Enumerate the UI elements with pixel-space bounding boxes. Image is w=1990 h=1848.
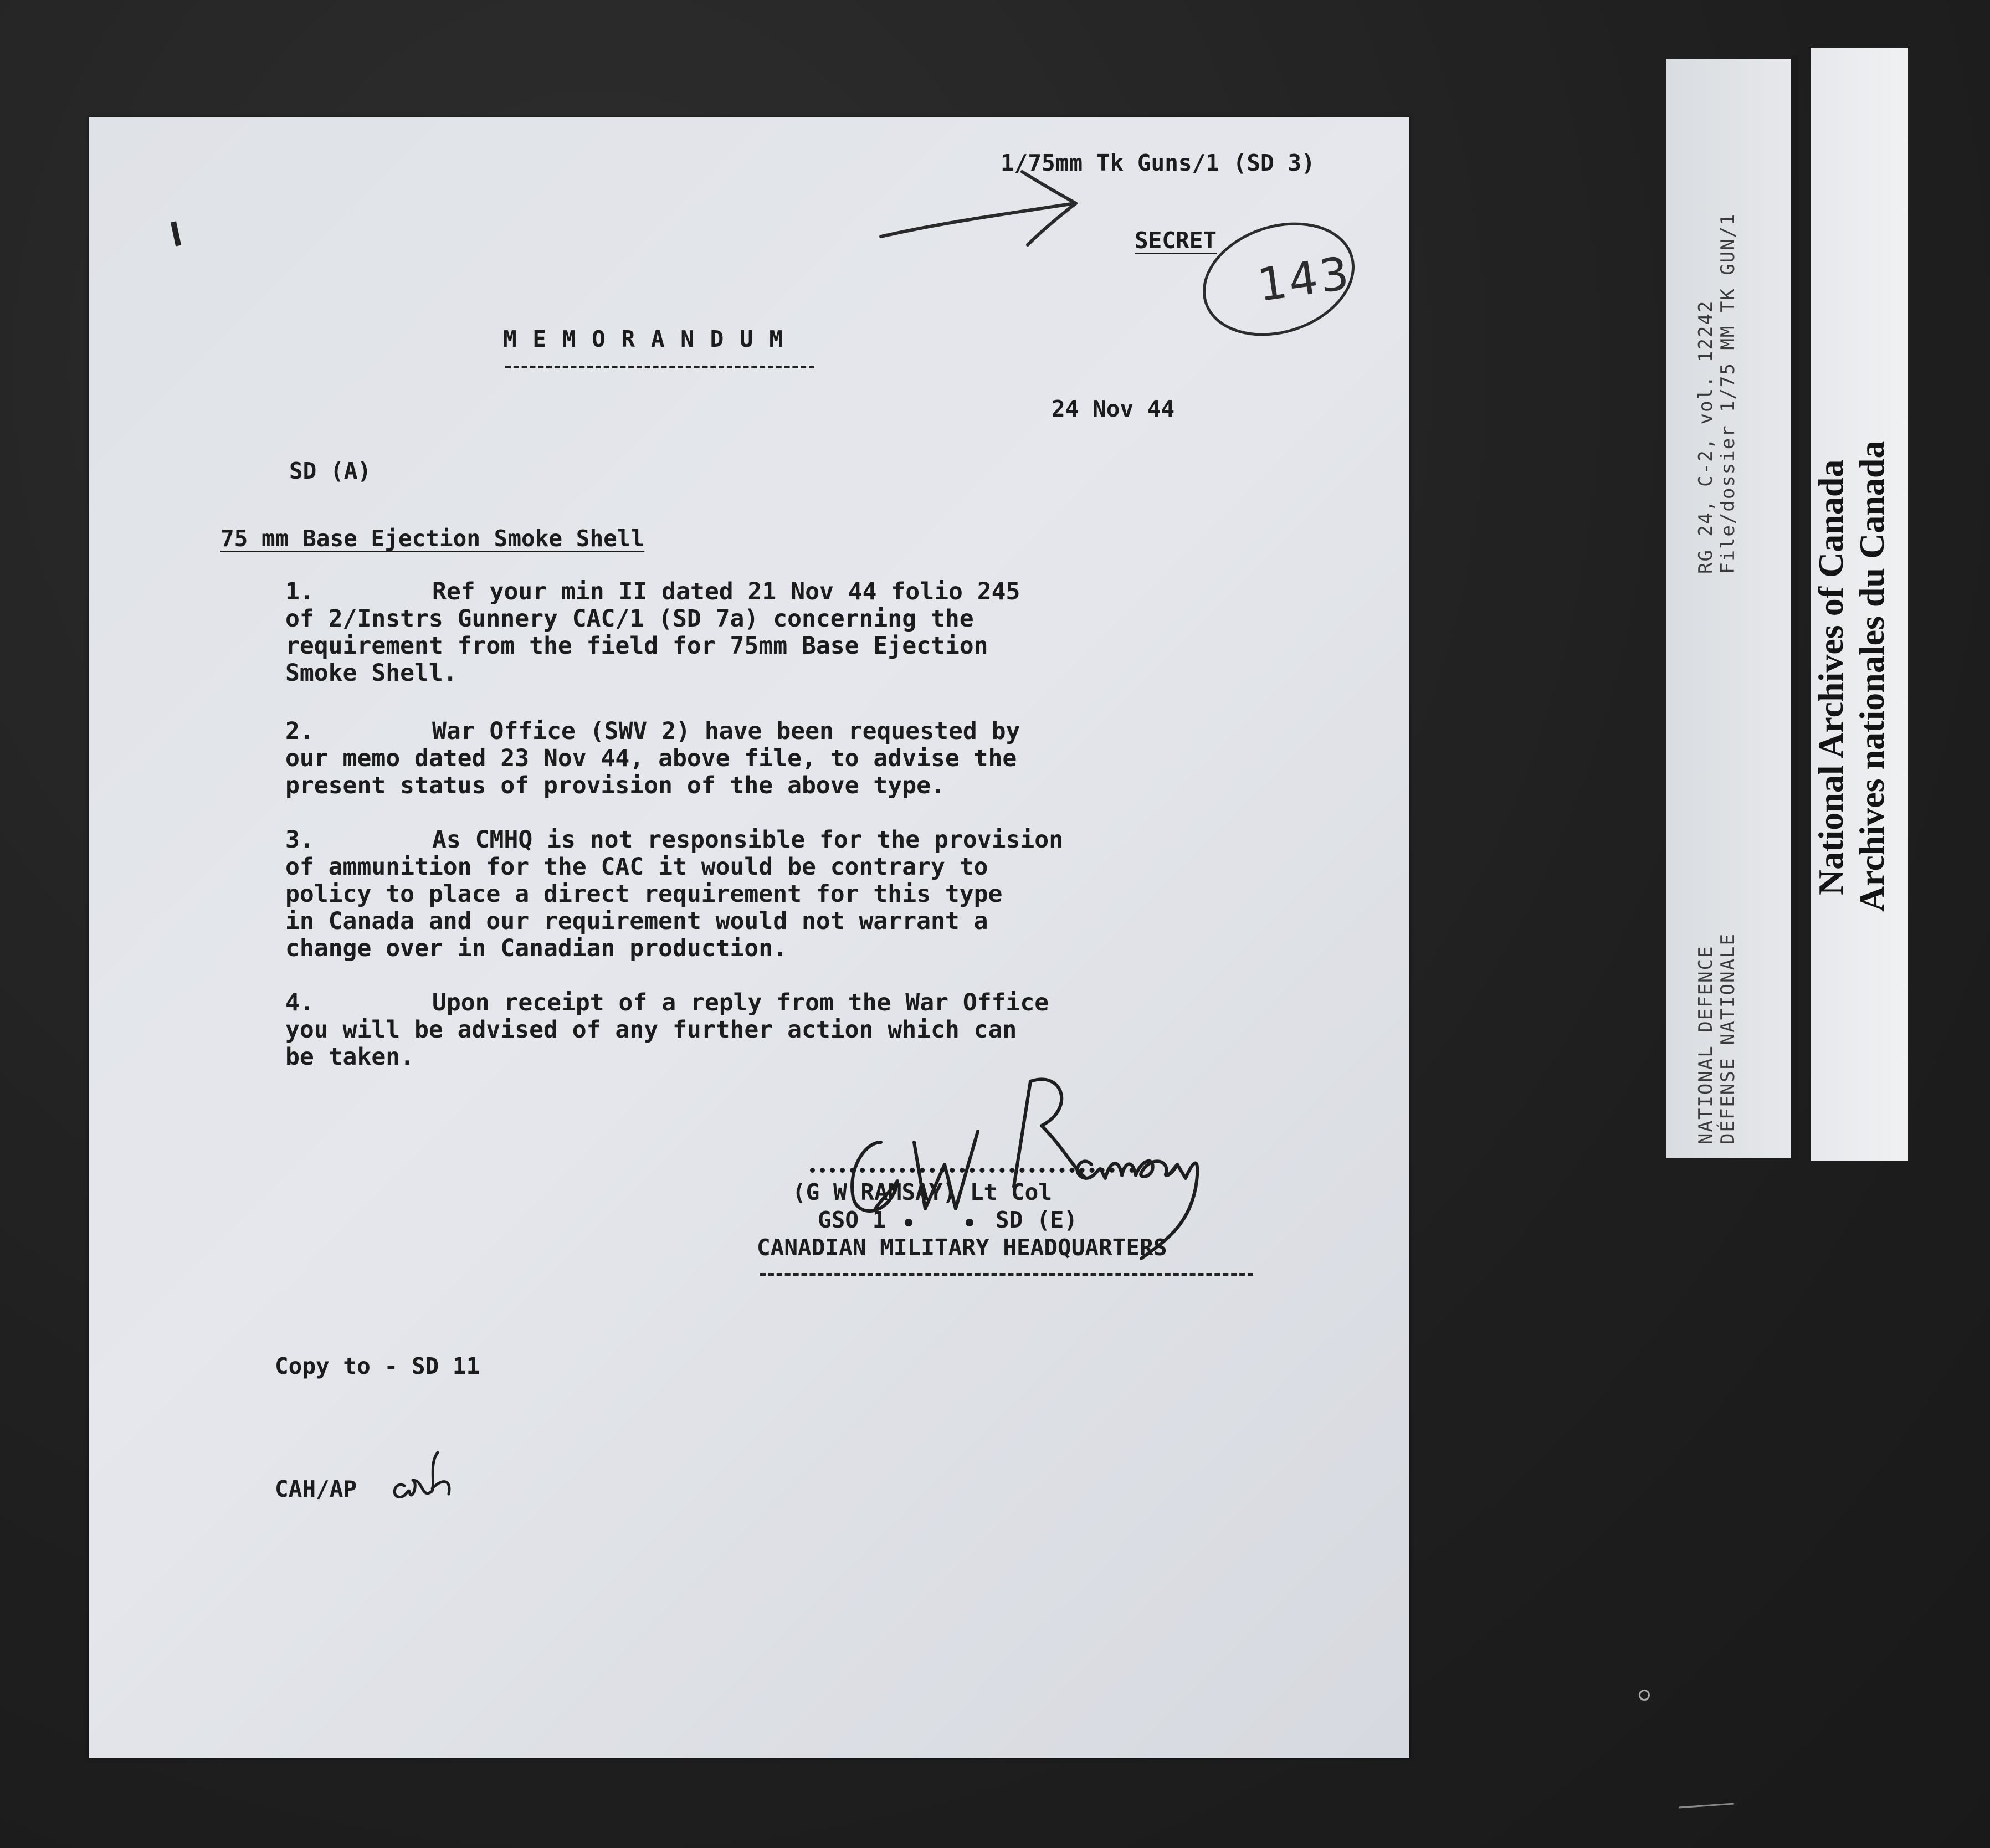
paragraph-3-line-4: in Canada and our requirement would not warrant a — [285, 907, 988, 935]
strip-department-fr: DÉFENSE NATIONALE — [1717, 933, 1739, 1144]
file-reference: 1/75mm Tk Guns/1 (SD 3) — [1001, 150, 1315, 176]
paragraph-4-line-2: you will be advised of any further action which can — [285, 1016, 1017, 1044]
signatory-organization: CANADIAN MILITARY HEADQUARTERS — [757, 1234, 1167, 1261]
signatory-appointment: GSO 1 SD (E) — [818, 1207, 1078, 1233]
reference-initials: CAH/AP — [275, 1476, 357, 1502]
archive-name-en: National Archives of Canada — [1811, 459, 1850, 895]
security-classification: SECRET — [1135, 227, 1217, 254]
scan-speck — [1639, 1690, 1650, 1701]
paragraph-number-4: 4. — [285, 989, 314, 1017]
strip-department-en: NATIONAL DEFENCE — [1695, 945, 1717, 1144]
paragraph-3-line-2: of ammunition for the CAC it would be contrary to — [285, 853, 988, 881]
memo-title: M E M O R A N D U M — [503, 326, 784, 352]
strip-file-reference: File/dossier 1/75 MM TK GUN/1 — [1717, 213, 1739, 574]
handwritten-initials — [388, 1447, 465, 1508]
paragraph-4-line-3: be taken. — [285, 1043, 414, 1071]
archive-label — [1811, 48, 1908, 1161]
organization-underline — [760, 1273, 1253, 1276]
paragraph-3-line-1: As CMHQ is not responsible for the provision — [432, 826, 1064, 854]
memo-sheet — [89, 117, 1409, 1758]
title-underline — [505, 366, 814, 368]
paragraph-1-line-3: requirement from the field for 75mm Base Ejection — [285, 632, 988, 660]
paragraph-3-line-3: policy to place a direct requirement for this type — [285, 880, 1003, 908]
paragraph-number-1: 1. — [285, 578, 314, 605]
archive-reference-strip — [1666, 59, 1794, 1158]
paragraph-1-line-4: Smoke Shell. — [285, 659, 458, 687]
paragraph-2-line-3: present status of provision of the above type. — [285, 772, 945, 799]
paragraph-1-line-1: Ref your min II dated 21 Nov 44 folio 245 — [432, 578, 1020, 605]
paragraph-1-line-2: of 2/Instrs Gunnery CAC/1 (SD 7a) concerning the — [285, 605, 974, 633]
subject-line: 75 mm Base Ejection Smoke Shell — [220, 525, 645, 552]
signatory-name: (G W RAMSAY) Lt Col — [792, 1179, 1052, 1205]
paragraph-number-2: 2. — [285, 717, 314, 745]
paragraph-2-line-2: our memo dated 23 Nov 44, above file, to advise the — [285, 745, 1017, 772]
folio-number: 143 — [1254, 247, 1355, 312]
paragraph-number-3: 3. — [285, 826, 314, 854]
paragraph-3-line-5: change over in Canadian production. — [285, 935, 788, 962]
strip-divider — [1791, 55, 1798, 1160]
archive-name-fr: Archives nationales du Canada — [1852, 440, 1891, 912]
paragraph-4-line-1: Upon receipt of a reply from the War Office — [432, 989, 1049, 1017]
memo-date: 24 Nov 44 — [1052, 396, 1175, 422]
margin-mark: l — [167, 215, 186, 255]
paragraph-2-line-1: War Office (SWV 2) have been requested by — [432, 717, 1020, 745]
copy-to-line: Copy to - SD 11 — [275, 1353, 480, 1379]
strip-record-group: RG 24, C-2, vol. 12242 — [1695, 300, 1717, 574]
signature-dotted-line — [810, 1168, 1135, 1173]
addressee: SD (A) — [289, 458, 372, 484]
